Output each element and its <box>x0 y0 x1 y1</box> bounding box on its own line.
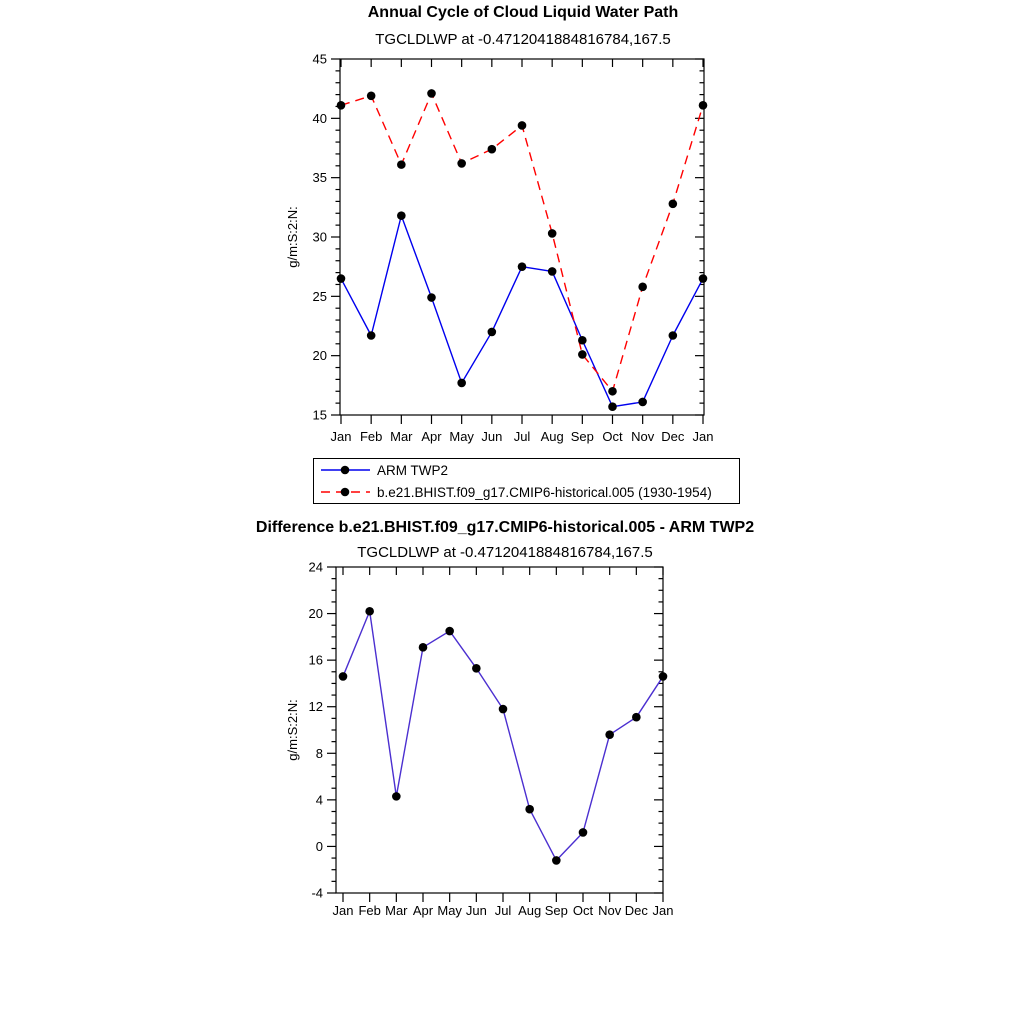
y-tick-label: 8 <box>315 745 323 761</box>
x-tick-label: Jun <box>481 429 503 444</box>
data-point-marker <box>488 328 497 337</box>
x-axis-ticks <box>331 59 714 444</box>
difference-title: Difference b.e21.BHIST.f09_g17.CMIP6-historical.005 - ARM TWP2 <box>255 519 755 536</box>
series-arm-twp2-line <box>341 216 703 407</box>
data-point-marker <box>632 713 641 722</box>
x-tick-label: Dec <box>624 903 648 918</box>
data-point-marker <box>552 856 561 865</box>
y-axis-unit-label: g/m:S:2:N: <box>285 206 300 268</box>
data-point-marker <box>472 664 481 673</box>
series-difference-line <box>343 611 663 860</box>
legend-line-sample-solid-icon <box>318 460 374 480</box>
y-tick-label: 16 <box>308 652 323 668</box>
data-point-marker <box>392 792 401 801</box>
y-tick-label: -4 <box>311 885 323 901</box>
x-tick-label: Apr <box>412 903 434 918</box>
x-tick-label: Sep <box>544 903 568 918</box>
data-point-marker <box>699 274 708 283</box>
x-tick-label: Aug <box>518 903 542 918</box>
data-point-marker <box>605 730 614 739</box>
data-point-marker <box>578 350 587 359</box>
data-point-marker <box>579 828 588 837</box>
x-tick-label: Feb <box>358 903 381 918</box>
y-tick-label: 25 <box>312 288 327 304</box>
data-point-marker <box>427 293 436 302</box>
x-axis-ticks <box>333 567 674 918</box>
data-point-marker <box>397 160 406 169</box>
x-tick-label: Aug <box>540 429 564 444</box>
x-tick-label: Jan <box>332 903 354 918</box>
data-point-marker <box>457 159 466 168</box>
annual-cycle-legend <box>313 458 740 504</box>
data-point-marker <box>608 387 617 396</box>
y-tick-label: 12 <box>308 699 323 715</box>
x-tick-label: Feb <box>359 429 383 444</box>
series-b-e21-bhist-f09-g17-cmip6-historical-005-1930-1954-markers <box>337 89 708 395</box>
data-point-marker <box>337 274 346 283</box>
difference-plot <box>285 560 673 919</box>
difference-subtitle: TGCLDLWP at -0.4712041884816784,167.5 <box>357 544 653 561</box>
y-tick-label: 35 <box>312 170 327 186</box>
x-tick-label: Apr <box>421 429 442 444</box>
plot-frame <box>336 567 663 893</box>
annual-cycle-plot <box>285 52 713 445</box>
x-tick-label: Jan <box>652 903 674 918</box>
plot-frame <box>340 59 704 415</box>
x-tick-label: May <box>449 429 474 444</box>
y-axis-ticks <box>309 560 663 901</box>
y-tick-label: 45 <box>312 51 327 67</box>
x-tick-label: Oct <box>602 429 623 444</box>
data-point-marker <box>638 283 647 292</box>
data-point-marker <box>488 145 497 154</box>
data-point-marker <box>339 672 348 681</box>
data-point-marker <box>365 607 374 616</box>
x-tick-label: May <box>437 903 462 918</box>
data-point-marker <box>367 331 376 340</box>
data-point-marker <box>659 672 668 681</box>
y-tick-label: 30 <box>312 229 327 245</box>
data-point-marker <box>548 229 557 238</box>
data-point-marker <box>419 643 428 652</box>
x-tick-label: Jun <box>465 903 487 918</box>
y-tick-label: 0 <box>315 838 323 854</box>
data-point-marker <box>548 267 557 276</box>
data-point-marker <box>337 101 346 110</box>
data-point-marker <box>669 199 678 208</box>
legend-label-model: b.e21.BHIST.f09_g17.CMIP6-historical.005 (1930-1954) <box>377 484 712 500</box>
data-point-marker <box>638 398 647 407</box>
legend-line-sample-dashed-icon <box>318 482 374 502</box>
x-tick-label: Jul <box>513 429 531 444</box>
x-tick-label: Nov <box>631 429 655 444</box>
data-point-marker <box>608 402 617 411</box>
legend-label-arm-twp2: ARM TWP2 <box>377 462 449 478</box>
y-tick-label: 20 <box>308 606 323 622</box>
data-point-marker <box>367 91 376 100</box>
data-point-marker <box>699 101 708 110</box>
y-tick-label: 24 <box>308 559 323 575</box>
y-tick-label: 40 <box>312 110 327 126</box>
y-tick-label: 15 <box>312 407 327 423</box>
x-tick-label: Jan <box>692 429 714 444</box>
data-point-marker <box>457 379 466 388</box>
data-point-marker <box>578 336 587 345</box>
x-tick-label: Jan <box>330 429 352 444</box>
y-tick-label: 4 <box>315 792 323 808</box>
x-tick-label: Mar <box>390 429 413 444</box>
annual-cycle-subtitle: TGCLDLWP at -0.4712041884816784,167.5 <box>375 31 671 48</box>
data-point-marker <box>518 121 527 130</box>
x-tick-label: Jul <box>494 903 512 918</box>
data-point-marker <box>445 627 454 636</box>
y-axis-unit-label: g/m:S:2:N: <box>285 699 300 761</box>
x-tick-label: Sep <box>570 429 594 444</box>
legend-entry-arm-twp2 <box>318 459 739 481</box>
x-tick-label: Dec <box>661 429 685 444</box>
data-point-marker <box>518 262 527 271</box>
annual-cycle-title: Annual Cycle of Cloud Liquid Water Path <box>367 4 679 21</box>
data-point-marker <box>525 805 534 814</box>
x-tick-label: Nov <box>598 903 622 918</box>
y-axis-ticks <box>313 52 704 423</box>
x-tick-label: Oct <box>572 903 594 918</box>
legend-entry-model <box>318 481 739 503</box>
data-point-marker <box>427 89 436 98</box>
data-point-marker <box>499 705 508 714</box>
data-point-marker <box>669 331 678 340</box>
x-tick-label: Mar <box>385 903 408 918</box>
data-point-marker <box>397 211 406 220</box>
y-tick-label: 20 <box>312 348 327 364</box>
